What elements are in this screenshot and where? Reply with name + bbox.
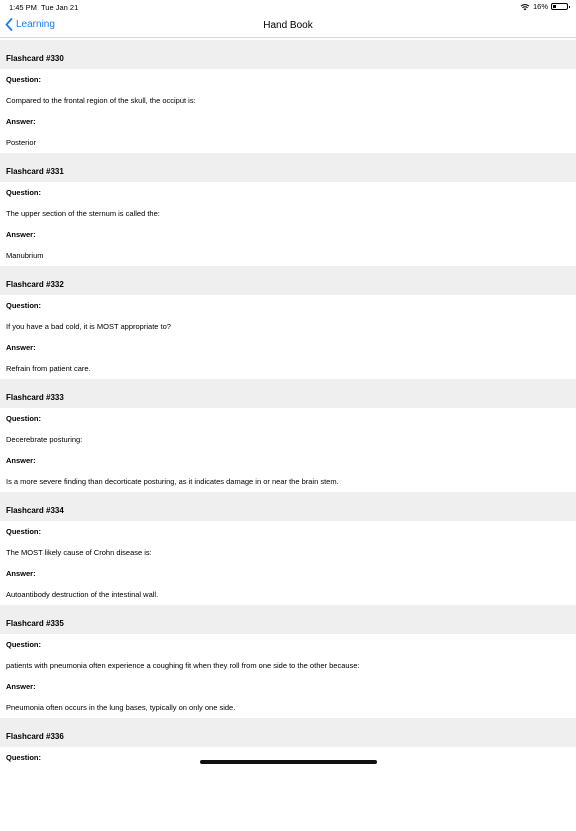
- flashcard-body: [0, 408, 576, 492]
- flashcard: [0, 492, 576, 605]
- flashcard-title: Flashcard #336: [0, 718, 576, 747]
- question-label: Question:: [6, 188, 41, 197]
- question-label: Question:: [6, 640, 41, 649]
- question-text: The MOST likely cause of Crohn disease is:: [6, 548, 152, 557]
- question-text: Decerebrate posturing:: [6, 435, 83, 444]
- flashcard-title: Flashcard #332: [0, 266, 576, 295]
- flashcard-body: [0, 69, 576, 153]
- flashcard-body: [0, 521, 576, 605]
- page-title: Hand Book: [263, 20, 313, 31]
- flashcard-title: Flashcard #331: [0, 153, 576, 182]
- status-bar: [0, 0, 576, 14]
- answer-label: Answer:: [6, 343, 36, 352]
- wifi-icon: [520, 3, 530, 11]
- status-indicators: [520, 2, 568, 11]
- answer-text: Autoantibody destruction of the intestinal wall.: [6, 590, 159, 599]
- flashcard: [0, 266, 576, 379]
- flashcard-body: [0, 182, 576, 266]
- flashcard-body: [0, 634, 576, 718]
- flashcard: [0, 605, 576, 718]
- answer-text: Is a more severe finding than decorticate posturing, as it indicates damage in or near the brain stem.: [6, 477, 339, 486]
- back-label: Learning: [16, 19, 55, 30]
- battery-icon: [551, 3, 568, 10]
- battery-percentage: 16%: [532, 2, 548, 11]
- answer-label: Answer:: [6, 682, 36, 691]
- flashcard-title: Flashcard #334: [0, 492, 576, 521]
- answer-text: Pneumonia often occurs in the lung bases, typically on only one side.: [6, 703, 236, 712]
- question-text: The upper section of the sternum is called the:: [6, 209, 160, 218]
- flashcard-title: Flashcard #333: [0, 379, 576, 408]
- status-time: 1:45 PM: [9, 3, 37, 12]
- question-label: Question:: [6, 301, 41, 310]
- flashcard: [0, 379, 576, 492]
- flashcard-title: Flashcard #335: [0, 605, 576, 634]
- question-label: Question:: [6, 753, 41, 762]
- question-label: Question:: [6, 527, 41, 536]
- home-indicator[interactable]: [200, 760, 377, 764]
- flashcard-list[interactable]: [0, 40, 576, 831]
- flashcard: [0, 153, 576, 266]
- flashcard: [0, 40, 576, 153]
- question-label: Question:: [6, 414, 41, 423]
- navigation-bar: [0, 14, 576, 38]
- status-date: Tue Jan 21: [41, 3, 79, 12]
- answer-text: Posterior: [6, 138, 37, 147]
- question-text: patients with pneumonia often experience a coughing fit when they roll from one side to the other because:: [6, 661, 360, 670]
- question-text: Compared to the frontal region of the skull, the occiput is:: [6, 96, 196, 105]
- answer-text: Manubrium: [6, 251, 44, 260]
- answer-label: Answer:: [6, 456, 36, 465]
- flashcard: [0, 718, 576, 831]
- answer-text: Refrain from patient care.: [6, 364, 91, 373]
- flashcard-title: Flashcard #330: [0, 40, 576, 69]
- answer-label: Answer:: [6, 117, 36, 126]
- question-text: If you have a bad cold, it is MOST appropriate to?: [6, 322, 171, 331]
- answer-label: Answer:: [6, 230, 36, 239]
- flashcard-body: [0, 295, 576, 379]
- answer-label: Answer:: [6, 569, 36, 578]
- question-label: Question:: [6, 75, 41, 84]
